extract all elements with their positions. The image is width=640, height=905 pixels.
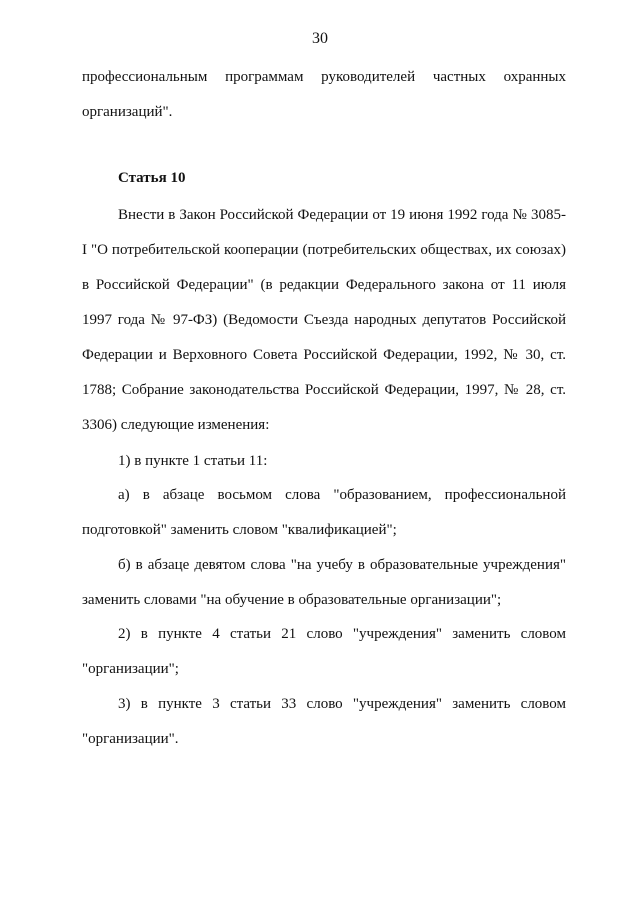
item-1b: б) в абзаце девятом слова "на учебу в образовательные учреждения" заменить словами "на обучение в образовательные организации"; bbox=[82, 557, 566, 608]
intro-line-1: профессиональным программам руководителей частных охранных bbox=[82, 69, 566, 85]
article-heading: Статья 10 bbox=[118, 170, 186, 186]
intro-line-2: организаций". bbox=[82, 104, 173, 120]
main-paragraph: Внести в Закон Российской Федерации от 19 июня 1992 года № 3085-I "О потребительской кооперации (потребительских обществах, их союзах) в Российской Федерации" (в редакции Федерального закона от 11 июля 1997 года № 97-ФЗ) (Ведомости Съезда народных депутатов Российской Федерации и Верховного Совета Российской Федерации, 1992, № 30, ст. 1788; Собрание законодательства Российской Федерации, 1997, № 28, ст. 3306) следующие изменения: bbox=[82, 207, 566, 433]
page-number: 30 bbox=[312, 30, 328, 47]
item-3: 3) в пункте 3 статьи 33 слово "учреждения" заменить словом "организации". bbox=[82, 696, 566, 747]
item-2: 2) в пункте 4 статьи 21 слово "учреждения" заменить словом "организации"; bbox=[82, 626, 566, 677]
intro-paragraph bbox=[82, 60, 566, 130]
item-1a: а) в абзаце восьмом слова "образованием, профессиональной подготовкой" заменить словом "квалификацией"; bbox=[82, 487, 566, 538]
item-1: 1) в пункте 1 статьи 11: bbox=[118, 453, 268, 469]
